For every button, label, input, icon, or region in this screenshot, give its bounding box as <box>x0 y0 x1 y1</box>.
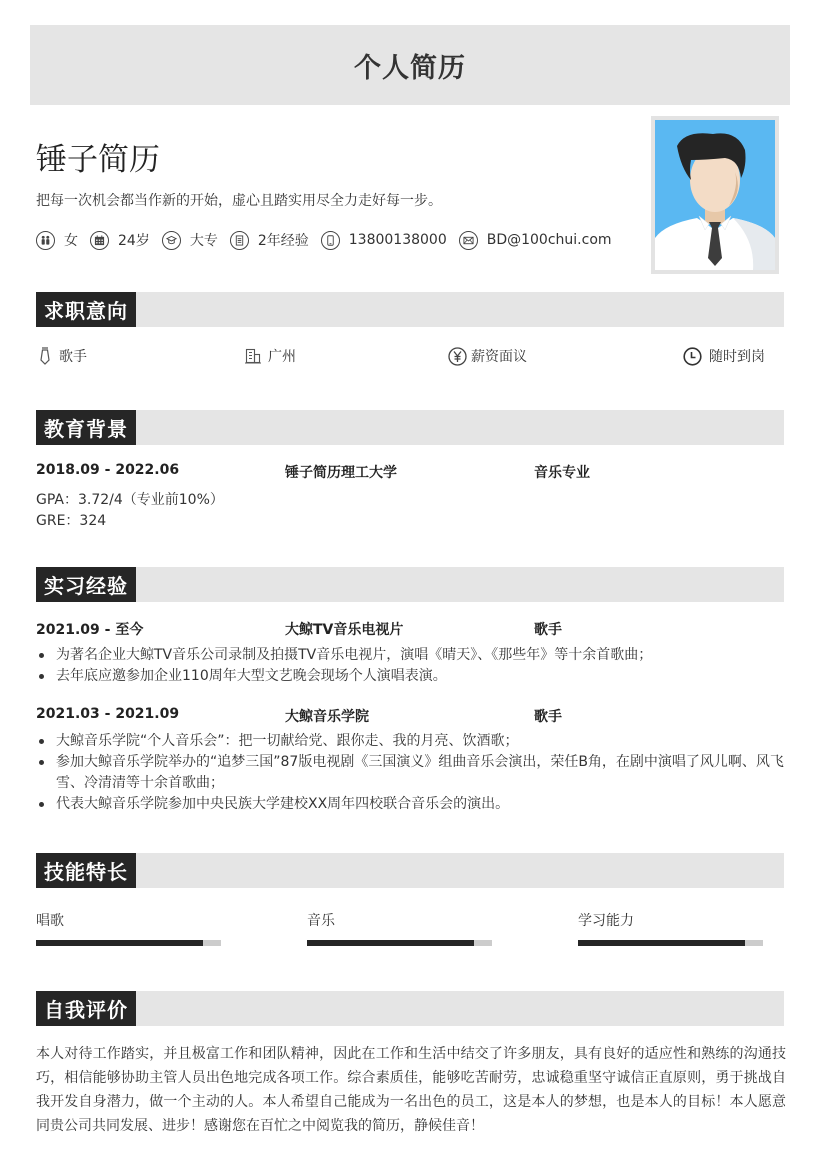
self-evaluation-text: 本人对待工作踏实，并且极富工作和团队精神，因此在工作和生活中结交了许多朋友，具有良好的适应性和熟练的沟通技巧，相信能够协助主管人员出色地完成各项工作。综合素质佳，能够吃苦耐劳，忠诚稳重坚守诚信正直原则，勇于挑战自我开发自身潜力，做一个主动的人。本人希望自己能成为一名出色的员工，这是本人的梦想，也是本人的目标！本人愿意同贵公司共同发展、进步！感谢您在百忙之中阅览我的简历，静候佳音！ <box>36 1046 786 1134</box>
education-gre: GRE：324 <box>36 513 107 529</box>
motto: 把每一次机会都当作新的开始，虚心且踏实用尽全力走好每一步。 <box>36 193 442 209</box>
info-phone <box>321 231 447 250</box>
list-item: 为著名企业大鲸TV音乐公司录制及拍摄TV音乐电视片，演唱《晴天》、《那些年》等十余首歌曲； <box>36 645 786 666</box>
document-icon <box>230 231 249 250</box>
profile-photo <box>651 116 779 274</box>
info-email-value[interactable]: BD@100chui.com <box>486 232 612 248</box>
skill-bar <box>307 940 492 946</box>
info-phone-value[interactable]: 13800138000 <box>348 232 447 248</box>
education-major: 音乐专业 <box>534 465 590 481</box>
info-experience-value: 2年经验 <box>257 233 309 249</box>
intent-salary-value: 薪资面议 <box>471 349 527 365</box>
section-title-education: 教育背景 <box>36 410 136 445</box>
info-email <box>459 231 612 250</box>
clock-icon <box>683 347 702 366</box>
info-age <box>90 230 150 250</box>
banner-title: 个人简历 <box>354 52 466 84</box>
section-header-internship <box>36 567 784 602</box>
section-header-self-eval <box>36 991 784 1026</box>
candidate-name: 锤子简历 <box>36 142 160 178</box>
skill-learning <box>578 910 764 930</box>
internship-company: 大鲸音乐学院 <box>285 709 369 725</box>
gender-icon <box>36 231 55 250</box>
education-gpa: GPA：3.72/4（专业前10%） <box>36 492 224 508</box>
internship-1-duties <box>36 645 786 687</box>
skill-bar-fill <box>578 940 745 946</box>
skill-bar <box>36 940 221 946</box>
graduation-cap-icon <box>162 231 181 250</box>
skill-name: 学习能力 <box>578 913 634 929</box>
tie-icon <box>38 347 52 365</box>
list-item: 去年底应邀参加企业110周年大型文艺晚会现场个人演唱表演。 <box>36 666 786 687</box>
intent-position <box>38 346 87 366</box>
intent-availability <box>683 346 765 366</box>
internship-role: 歌手 <box>534 622 562 638</box>
phone-icon <box>321 231 340 250</box>
intent-city <box>245 346 296 366</box>
skill-bar <box>578 940 763 946</box>
info-education <box>162 230 218 250</box>
info-age-value: 24岁 <box>118 233 150 249</box>
skill-music <box>307 910 493 930</box>
section-title-internship: 实习经验 <box>36 567 136 602</box>
avatar-illustration <box>655 120 775 270</box>
mail-icon <box>459 231 478 250</box>
list-item: 大鲸音乐学院“个人音乐会”：把一切献给党、跟你走、我的月亮、饮酒歌； <box>36 731 786 752</box>
section-title-intent: 求职意向 <box>36 292 136 327</box>
intent-position-value: 歌手 <box>59 349 87 365</box>
info-gender <box>36 230 78 250</box>
internship-role: 歌手 <box>534 709 562 725</box>
job-intent-row <box>36 346 784 368</box>
info-experience <box>230 230 309 250</box>
section-title-self-eval: 自我评价 <box>36 991 136 1026</box>
section-header-skills <box>36 853 784 888</box>
info-education-value: 大专 <box>189 233 218 249</box>
education-school: 锤子简历理工大学 <box>285 465 397 481</box>
list-item: 参加大鲸音乐学院举办的“追梦三国”87版电视剧《三国演义》组曲音乐会演出，荣任B角，在剧中演唱了风儿啊、风飞雪、冷清清等十余首歌曲； <box>36 752 786 794</box>
intent-availability-value: 随时到岗 <box>709 349 765 365</box>
internship-period: 2021.03 - 2021.09 <box>36 706 180 722</box>
skill-bar-fill <box>307 940 474 946</box>
list-item: 代表大鲸音乐学院参加中央民族大学建校XX周年四校联合音乐会的演出。 <box>36 794 786 815</box>
info-gender-value: 女 <box>64 233 78 249</box>
calendar-icon <box>90 231 109 250</box>
resume-banner <box>30 25 790 105</box>
skill-name: 唱歌 <box>36 913 64 929</box>
intent-city-value: 广州 <box>268 349 296 365</box>
skill-name: 音乐 <box>307 913 335 929</box>
internship-2-duties <box>36 731 786 815</box>
education-period: 2018.09 - 2022.06 <box>36 462 180 478</box>
building-icon <box>245 348 261 364</box>
intent-salary <box>448 346 527 366</box>
skill-singing <box>36 910 222 930</box>
personal-info-row <box>36 230 624 250</box>
section-header-education <box>36 410 784 445</box>
section-header-intent <box>36 292 784 327</box>
internship-company: 大鲸TV音乐电视片 <box>285 622 404 638</box>
skill-bar-fill <box>36 940 203 946</box>
section-title-skills: 技能特长 <box>36 853 136 888</box>
yen-icon <box>448 347 467 366</box>
internship-period: 2021.09 - 至今 <box>36 622 144 638</box>
